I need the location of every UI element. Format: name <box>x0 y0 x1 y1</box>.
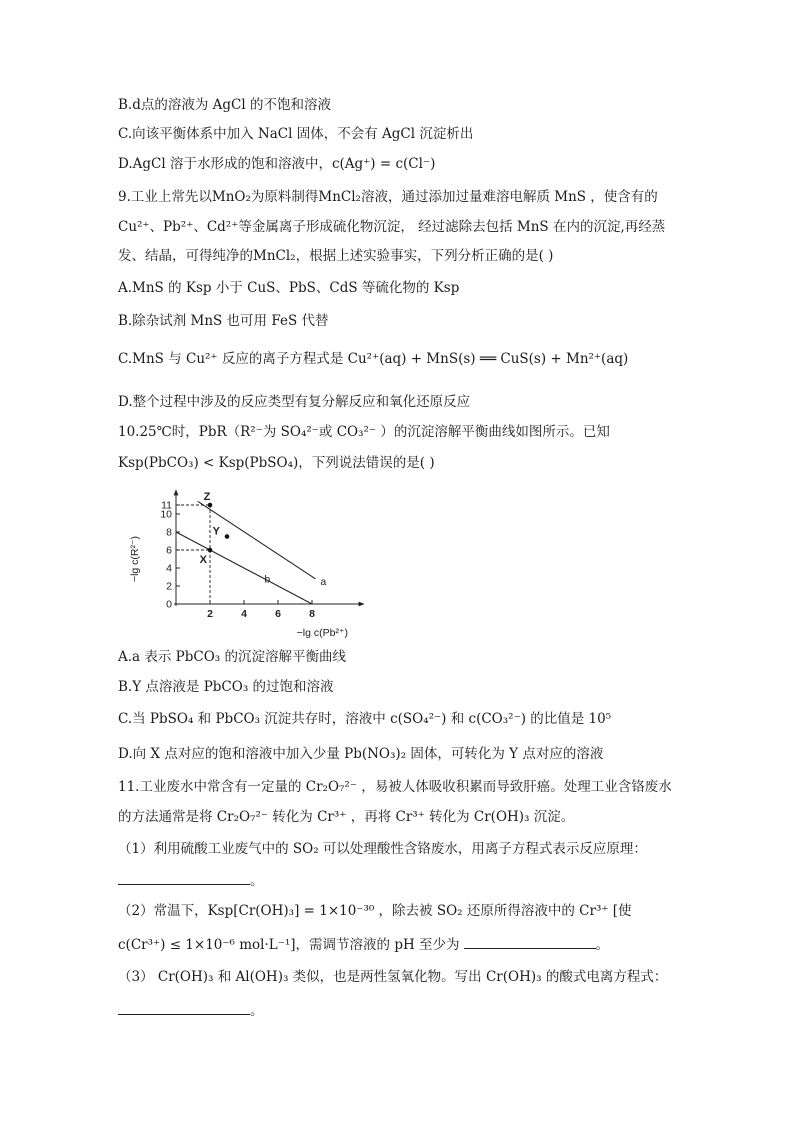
q9-stem-line2: Cu²⁺、Pb²⁺、Cd²⁺等金属离子形成硫化物沉淀， 经过滤除去包括 MnS 在内的沉淀,再经蒸 <box>118 219 666 235</box>
q9-stem-line1: 9.工业上常先以MnO₂为原料制得MnCl₂溶液，通过添加过量难溶电解质 MnS ，使含有的 <box>118 189 658 205</box>
curve-a <box>176 488 315 579</box>
q9-option-c: C.MnS 与 Cu²⁺ 反应的离子方程式是 Cu²⁺(aq) + MnS(s) ══ CuS(s) + Mn²⁺(aq) <box>118 351 629 367</box>
q9-option-a: A.MnS 的 Ksp 小于 CuS、PbS、CdS 等硫化物的 Ksp <box>118 280 460 296</box>
answer-blank-3[interactable] <box>118 1000 250 1015</box>
q10-stem-line2: Ksp(PbCO₃) < Ksp(PbSO₄)，下列说法错误的是( ) <box>118 455 435 471</box>
q11-stem-line2: 的方法通常是将 Cr₂O₇²⁻ 转化为 Cr³⁺ ，再将 Cr³⁺ 转化为 Cr(OH)₃ 沉淀。 <box>118 809 575 825</box>
q8-option-c: C.向该平衡体系中加入 NaCl 固体，不会有 AgCl 沉淀析出 <box>118 126 474 142</box>
y-tick-label: 6 <box>166 544 172 557</box>
answer-blank-1[interactable] <box>118 870 250 885</box>
x-tick-label: 4 <box>241 608 247 620</box>
q11-part2-line2: c(Cr³⁺) ≤ 1×10⁻⁶ mol·L⁻¹]，需调节溶液的 pH 至少为 。 <box>118 934 609 954</box>
solubility-equilibrium-chart <box>118 488 368 638</box>
q10-option-b: B.Y 点溶液是 PbCO₃ 的过饱和溶液 <box>118 679 334 695</box>
y-tick-label: 8 <box>166 526 172 539</box>
x-tick-label: 6 <box>275 608 281 620</box>
curve-b-label: b <box>264 573 271 586</box>
q11-part1-answer: 。 <box>118 870 264 890</box>
q8-option-b: B.d点的溶液为 AgCl 的不饱和溶液 <box>118 97 331 113</box>
answer-blank-2[interactable] <box>464 934 596 949</box>
q11-part2-line1: （2）常温下，Ksp[Cr(OH)₃] = 1×10⁻³⁰ ，除去被 SO₂ 还原所得溶液中的 Cr³⁺ [使 <box>118 903 632 919</box>
point-label-x: X <box>199 554 207 566</box>
curve-a-label: a <box>320 575 327 588</box>
y-tick-label: 10 <box>160 508 172 521</box>
y-axis-label: −lg c(R²⁻) <box>129 535 141 583</box>
point-label-y: Y <box>212 525 220 538</box>
q8-option-d: D.AgCl 溶于水形成的饱和溶液中，c(Ag⁺) = c(Cl⁻) <box>118 156 436 172</box>
x-tick-label: 2 <box>207 608 213 620</box>
q11-part3: （3） Cr(OH)₃ 和 Al(OH)₃ 类似，也是两性氢氧化物。写出 Cr(OH)₃ 的酸式电离方程式： <box>118 969 668 985</box>
q11-stem-line1: 11.工业废水中常含有一定量的 Cr₂O₇²⁻ ，易被人体吸收积累而导致肝癌。处理工业含铬废水 <box>118 779 672 795</box>
point-z <box>208 503 213 508</box>
q11-part3-answer: 。 <box>118 1000 264 1020</box>
point-y <box>225 534 230 539</box>
q10-option-a: A.a 表示 PbCO₃ 的沉淀溶解平衡曲线 <box>118 649 346 665</box>
q11-part1: （1）利用硫酸工业废气中的 SO₂ 可以处理酸性含铬废水，用离子方程式表示反应原理： <box>118 841 647 857</box>
q9-stem-line3: 发、结晶，可得纯净的MnCl₂，根据上述实验事实，下列分析正确的是( ) <box>118 248 554 264</box>
point-x <box>208 548 213 553</box>
y-tick-label: 4 <box>166 562 172 575</box>
q10-option-d: D.向 X 点对应的饱和溶液中加入少量 Pb(NO₃)₂ 固体，可转化为 Y 点对应的溶液 <box>118 746 604 762</box>
y-tick-label: 11 <box>161 499 172 512</box>
x-tick-label: 8 <box>309 608 315 620</box>
q9-option-d: D.整个过程中涉及的反应类型有复分解反应和氧化还原反应 <box>118 394 471 410</box>
q9-option-b: B.除杂试剂 MnS 也可用 FeS 代替 <box>118 313 329 329</box>
x-axis-label: −lg c(Pb²⁺) <box>296 627 348 638</box>
q10-stem-line1: 10.25℃时，PbR（R²⁻为 SO₄²⁻或 CO₃²⁻ ）的沉淀溶解平衡曲线如图所示。已知 <box>118 424 610 440</box>
q10-option-c: C.当 PbSO₄ 和 PbCO₃ 沉淀共存时，溶液中 c(SO₄²⁻) 和 c(CO₃²⁻) 的比值是 10⁵ <box>118 711 612 727</box>
y-tick-label: 2 <box>166 580 172 593</box>
curve-b <box>176 532 312 604</box>
point-label-z: Z <box>203 491 211 503</box>
y-tick-label: 0 <box>166 598 172 611</box>
